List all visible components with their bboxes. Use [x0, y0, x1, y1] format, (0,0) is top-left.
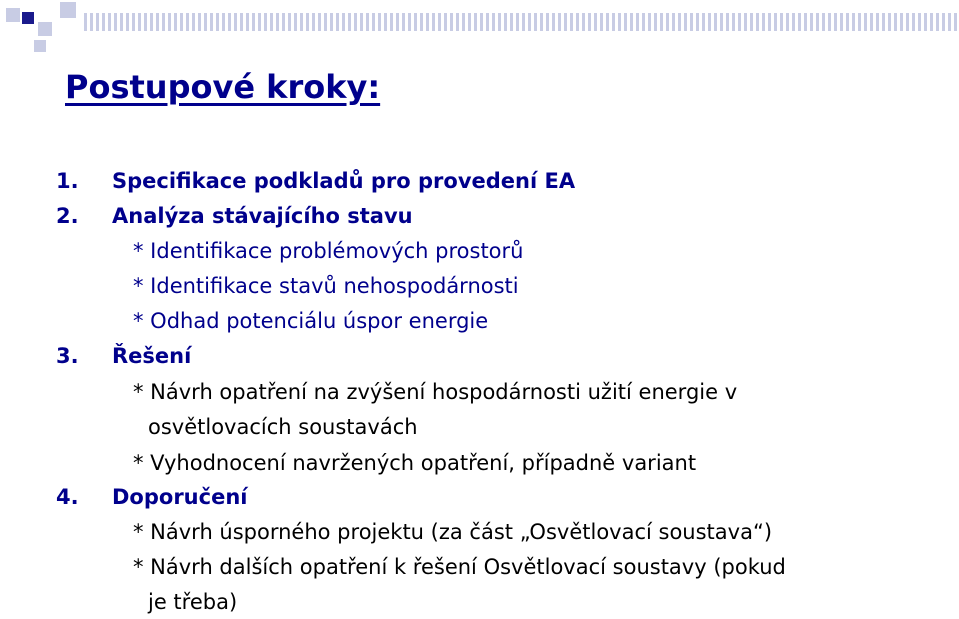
slide-title: Postupové kroky:: [65, 68, 381, 106]
deco-stripe: [252, 13, 255, 31]
deco-stripe: [450, 13, 453, 31]
deco-stripe: [792, 13, 795, 31]
deco-stripe: [768, 13, 771, 31]
deco-stripe: [852, 13, 855, 31]
deco-stripe: [276, 13, 279, 31]
deco-stripe: [150, 13, 153, 31]
deco-stripe: [294, 13, 297, 31]
deco-stripe: [396, 13, 399, 31]
deco-stripe: [126, 13, 129, 31]
deco-stripe: [498, 13, 501, 31]
deco-stripe: [306, 13, 309, 31]
deco-stripe: [102, 13, 105, 31]
deco-stripe: [720, 13, 723, 31]
deco-square-light: [34, 40, 46, 52]
deco-stripe: [456, 13, 459, 31]
deco-stripe: [594, 13, 597, 31]
deco-stripe: [804, 13, 807, 31]
deco-stripe: [360, 13, 363, 31]
list-item-4: [56, 484, 247, 510]
deco-stripe: [810, 13, 813, 31]
deco-stripe: [882, 13, 885, 31]
deco-stripe: [624, 13, 627, 31]
deco-stripe: [318, 13, 321, 31]
deco-stripe: [828, 13, 831, 31]
deco-stripe: [612, 13, 615, 31]
deco-stripe: [246, 13, 249, 31]
deco-stripe: [540, 13, 543, 31]
list-item-1: [56, 168, 575, 194]
deco-stripe: [702, 13, 705, 31]
list-item-number: 3.: [56, 344, 79, 368]
deco-stripe: [936, 13, 939, 31]
deco-stripe: [408, 13, 411, 31]
deco-stripe: [264, 13, 267, 31]
deco-stripe: [774, 13, 777, 31]
deco-stripe: [570, 13, 573, 31]
deco-stripe: [858, 13, 861, 31]
deco-stripe: [600, 13, 603, 31]
deco-stripe: [726, 13, 729, 31]
deco-stripe: [510, 13, 513, 31]
sub-item: * Identifikace problémových prostorů: [133, 239, 524, 263]
deco-stripe: [444, 13, 447, 31]
deco-stripe: [192, 13, 195, 31]
deco-stripe: [354, 13, 357, 31]
sub-item-continuation: osvětlovacích soustavách: [148, 415, 418, 439]
deco-stripe: [618, 13, 621, 31]
deco-stripe: [528, 13, 531, 31]
list-item-number: 1.: [56, 169, 79, 193]
deco-stripe: [690, 13, 693, 31]
deco-stripe: [156, 13, 159, 31]
deco-stripe: [558, 13, 561, 31]
deco-stripe: [546, 13, 549, 31]
deco-stripe: [378, 13, 381, 31]
deco-stripe: [486, 13, 489, 31]
deco-stripe: [324, 13, 327, 31]
deco-stripe: [372, 13, 375, 31]
deco-stripe: [840, 13, 843, 31]
deco-stripe: [462, 13, 465, 31]
deco-stripe: [180, 13, 183, 31]
deco-stripe: [666, 13, 669, 31]
deco-stripe: [132, 13, 135, 31]
deco-stripe: [756, 13, 759, 31]
deco-stripe: [876, 13, 879, 31]
deco-square-dark: [22, 12, 34, 24]
deco-stripe: [240, 13, 243, 31]
deco-stripe: [744, 13, 747, 31]
deco-stripe: [732, 13, 735, 31]
deco-stripe: [492, 13, 495, 31]
deco-stripe: [204, 13, 207, 31]
deco-stripe: [504, 13, 507, 31]
deco-stripe: [432, 13, 435, 31]
list-item-heading: Analýza stávajícího stavu: [112, 204, 413, 228]
deco-stripe: [348, 13, 351, 31]
deco-stripe: [684, 13, 687, 31]
deco-stripe: [888, 13, 891, 31]
deco-stripe: [342, 13, 345, 31]
deco-stripe: [750, 13, 753, 31]
sub-item: * Identifikace stavů nehospodárnosti: [133, 274, 519, 298]
deco-stripe: [186, 13, 189, 31]
deco-stripe: [816, 13, 819, 31]
deco-stripe: [108, 13, 111, 31]
deco-stripe: [642, 13, 645, 31]
deco-stripe: [384, 13, 387, 31]
deco-stripe: [414, 13, 417, 31]
deco-stripe: [300, 13, 303, 31]
deco-stripe: [234, 13, 237, 31]
list-item-number: 4.: [56, 485, 79, 509]
deco-stripe: [564, 13, 567, 31]
deco-stripe: [438, 13, 441, 31]
deco-stripe: [402, 13, 405, 31]
deco-stripe: [846, 13, 849, 31]
deco-stripe: [552, 13, 555, 31]
deco-stripe: [390, 13, 393, 31]
deco-stripe: [288, 13, 291, 31]
deco-stripe: [468, 13, 471, 31]
deco-stripe: [144, 13, 147, 31]
deco-stripe: [222, 13, 225, 31]
deco-stripe: [84, 13, 87, 31]
deco-stripe: [708, 13, 711, 31]
deco-stripe: [942, 13, 945, 31]
deco-stripe: [714, 13, 717, 31]
list-item-3: [56, 343, 191, 369]
deco-stripe: [582, 13, 585, 31]
deco-stripe: [270, 13, 273, 31]
deco-stripe: [954, 13, 957, 31]
deco-square-light: [6, 8, 20, 22]
deco-stripe: [168, 13, 171, 31]
header-decoration: [0, 0, 959, 60]
deco-stripe: [420, 13, 423, 31]
list-item-number: 2.: [56, 204, 79, 228]
deco-stripe: [576, 13, 579, 31]
sub-item-continuation: je třeba): [148, 590, 238, 614]
deco-stripe: [366, 13, 369, 31]
deco-stripe: [906, 13, 909, 31]
deco-stripe: [696, 13, 699, 31]
deco-stripe: [516, 13, 519, 31]
deco-stripe: [162, 13, 165, 31]
deco-stripe: [912, 13, 915, 31]
deco-stripe: [330, 13, 333, 31]
deco-stripe-bar: [84, 13, 957, 31]
deco-stripe: [678, 13, 681, 31]
deco-stripe: [534, 13, 537, 31]
deco-stripe: [738, 13, 741, 31]
deco-stripe: [870, 13, 873, 31]
deco-stripe: [780, 13, 783, 31]
deco-stripe: [630, 13, 633, 31]
deco-stripe: [654, 13, 657, 31]
deco-stripe: [672, 13, 675, 31]
deco-stripe: [918, 13, 921, 31]
deco-square-light: [60, 2, 76, 18]
deco-stripe: [834, 13, 837, 31]
deco-stripe: [660, 13, 663, 31]
deco-stripe: [822, 13, 825, 31]
list-item-heading: Doporučení: [112, 485, 248, 509]
list-item-2: [56, 203, 413, 229]
deco-stripe: [282, 13, 285, 31]
deco-stripe: [798, 13, 801, 31]
sub-item: * Návrh úsporného projektu (za část „Osvětlovací soustava“): [133, 520, 773, 544]
deco-stripe: [216, 13, 219, 31]
sub-item: * Vyhodnocení navržených opatření, případně variant: [133, 451, 697, 475]
sub-item: * Návrh opatření na zvýšení hospodárnosti užití energie v: [133, 380, 738, 404]
deco-stripe: [120, 13, 123, 31]
deco-stripe: [924, 13, 927, 31]
list-item-heading: Řešení: [112, 344, 192, 368]
deco-stripe: [786, 13, 789, 31]
deco-stripe: [636, 13, 639, 31]
deco-stripe: [864, 13, 867, 31]
deco-stripe: [648, 13, 651, 31]
deco-stripe: [894, 13, 897, 31]
deco-stripe: [762, 13, 765, 31]
sub-item: * Návrh dalších opatření k řešení Osvětlovací soustavy (pokud: [133, 555, 786, 579]
sub-item: * Odhad potenciálu úspor energie: [133, 309, 489, 333]
deco-square-light: [38, 22, 52, 36]
deco-stripe: [258, 13, 261, 31]
deco-stripe: [228, 13, 231, 31]
deco-stripe: [474, 13, 477, 31]
list-item-heading: Specifikace podkladů pro provedení EA: [112, 169, 576, 193]
deco-stripe: [900, 13, 903, 31]
deco-stripe: [480, 13, 483, 31]
deco-stripe: [96, 13, 99, 31]
deco-stripe: [114, 13, 117, 31]
deco-stripe: [174, 13, 177, 31]
deco-stripe: [312, 13, 315, 31]
deco-stripe: [90, 13, 93, 31]
deco-stripe: [606, 13, 609, 31]
deco-stripe: [336, 13, 339, 31]
deco-stripe: [426, 13, 429, 31]
deco-stripe: [198, 13, 201, 31]
deco-stripe: [948, 13, 951, 31]
deco-stripe: [930, 13, 933, 31]
deco-stripe: [588, 13, 591, 31]
deco-stripe: [522, 13, 525, 31]
deco-stripe: [138, 13, 141, 31]
deco-stripe: [210, 13, 213, 31]
